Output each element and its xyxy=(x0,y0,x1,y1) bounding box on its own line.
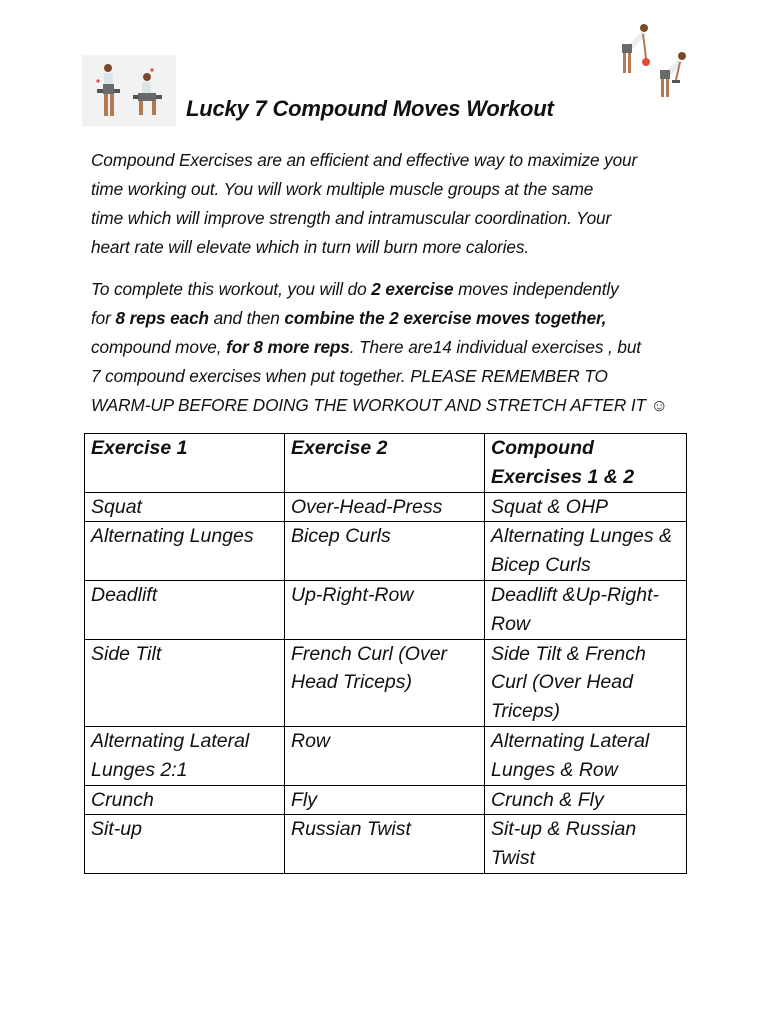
table-row xyxy=(85,726,687,785)
table-cell: French Curl (Over Head Triceps) xyxy=(285,639,485,726)
instructions-text: To complete this workout, you will do xyxy=(91,279,372,299)
table-cell: Alternating Lateral Lunges & Row xyxy=(485,726,687,785)
intro-paragraph xyxy=(91,146,691,262)
table-cell: Row xyxy=(285,726,485,785)
instructions-line xyxy=(91,304,691,333)
table-cell: Fly xyxy=(285,785,485,815)
table-cell: Deadlift &Up-Right-Row xyxy=(485,580,687,639)
table-cell: Sit-up & Russian Twist xyxy=(485,815,687,874)
table-cell: Bicep Curls xyxy=(285,522,485,581)
table-cell: Side Tilt & French Curl (Over Head Triceps) xyxy=(485,639,687,726)
header-exercise-1: Exercise 1 xyxy=(85,434,285,493)
instructions-text: for xyxy=(91,308,116,328)
intro-line: heart rate will elevate which in turn will burn more calories. xyxy=(91,237,529,257)
instructions-line: WARM-UP BEFORE DOING THE WORKOUT AND STRETCH AFTER IT ☺ xyxy=(91,395,669,415)
workout-table xyxy=(84,433,687,874)
instructions-line: 7 compound exercises when put together. PLEASE REMEMBER TO xyxy=(91,366,608,386)
table-cell: Deadlift xyxy=(85,580,285,639)
instructions-text: . There are14 individual exercises , but xyxy=(349,337,641,357)
intro-line: time which will improve strength and intramuscular coordination. Your xyxy=(91,208,612,228)
table-cell: Up-Right-Row xyxy=(285,580,485,639)
table-cell: Over-Head-Press xyxy=(285,492,485,522)
instructions-paragraph xyxy=(91,275,691,420)
deadlift-row-illustration-icon xyxy=(608,18,690,100)
instructions-line xyxy=(91,333,691,362)
table-cell: Crunch & Fly xyxy=(485,785,687,815)
table-row xyxy=(85,580,687,639)
instructions-text: moves independently xyxy=(453,279,619,299)
intro-line: time working out. You will work multiple muscle groups at the same xyxy=(91,179,594,199)
table-row xyxy=(85,522,687,581)
instructions-text: and then xyxy=(208,308,285,328)
page-title: Lucky 7 Compound Moves Workout xyxy=(186,96,554,121)
table-row xyxy=(85,785,687,815)
instructions-emphasis: combine the 2 exercise moves together, xyxy=(284,308,607,328)
header-compound: Compound Exercises 1 & 2 xyxy=(485,434,687,493)
table-cell: Squat xyxy=(85,492,285,522)
table-header-row xyxy=(85,434,687,493)
instructions-emphasis: for 8 more reps xyxy=(226,337,350,357)
intro-line: Compound Exercises are an efficient and effective way to maximize your xyxy=(91,150,638,170)
table-cell: Crunch xyxy=(85,785,285,815)
instructions-text: compound move, xyxy=(91,337,227,357)
table-row xyxy=(85,639,687,726)
table-cell: Alternating Lunges & Bicep Curls xyxy=(485,522,687,581)
table-cell: Squat & OHP xyxy=(485,492,687,522)
squat-press-illustration-icon xyxy=(82,55,176,126)
table-row xyxy=(85,492,687,522)
table-cell: Side Tilt xyxy=(85,639,285,726)
table-cell: Russian Twist xyxy=(285,815,485,874)
table-cell: Alternating Lateral Lunges 2:1 xyxy=(85,726,285,785)
table-cell: Sit-up xyxy=(85,815,285,874)
instructions-line xyxy=(91,275,691,304)
instructions-emphasis: 8 reps each xyxy=(115,308,209,328)
instructions-emphasis: 2 exercise xyxy=(371,279,454,299)
table-cell: Alternating Lunges xyxy=(85,522,285,581)
table-row xyxy=(85,815,687,874)
header-exercise-2: Exercise 2 xyxy=(285,434,485,493)
